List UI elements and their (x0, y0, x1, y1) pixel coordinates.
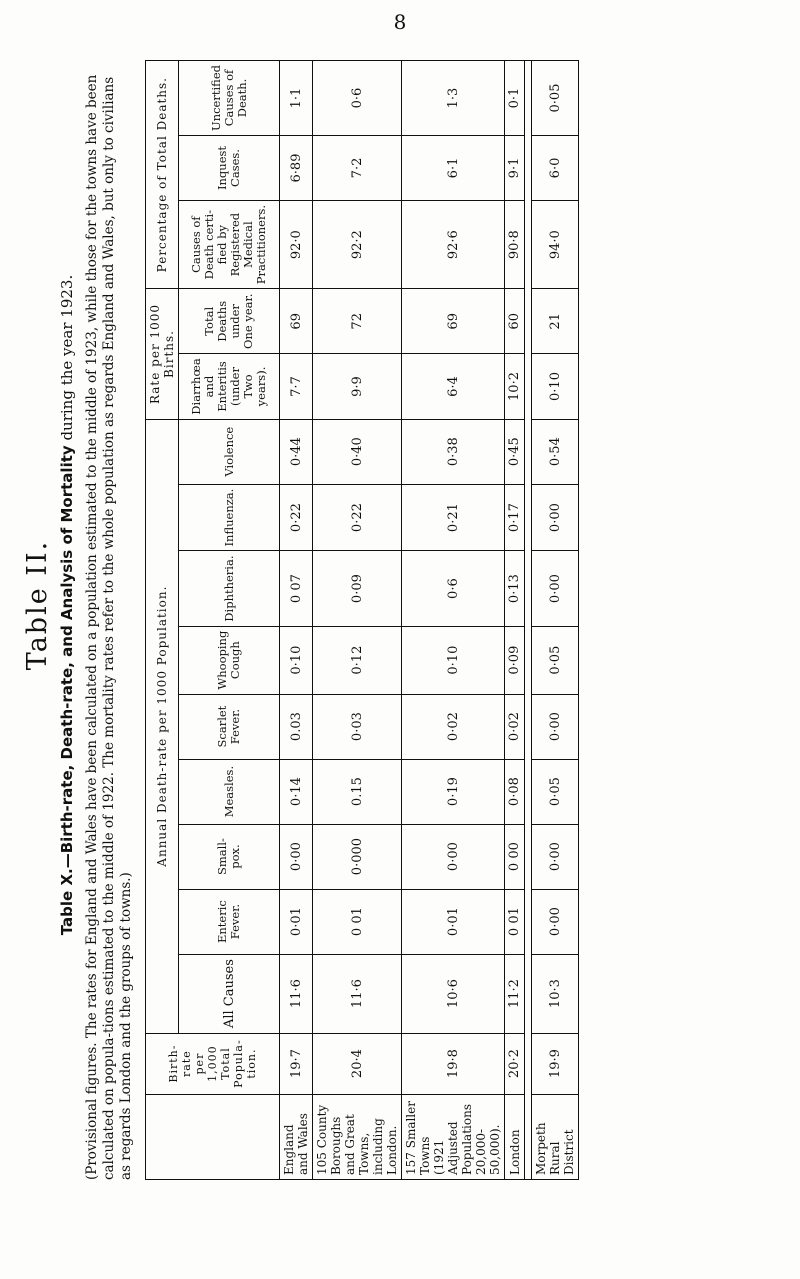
value-cell: 0·54 (532, 419, 579, 484)
value-cell: 0·6 (313, 61, 402, 136)
area-header (146, 1094, 280, 1179)
value-cell: 0·000 (313, 824, 402, 889)
value-cell: 92·2 (313, 200, 402, 288)
value-cell: 0·01 (280, 889, 313, 954)
value-cell: 0·10 (280, 626, 313, 694)
value-cell: 0·00 (532, 484, 579, 551)
value-cell: 69 (280, 289, 313, 354)
value-cell: 92·6 (402, 200, 505, 288)
value-cell: 0·00 (532, 889, 579, 954)
value-cell: 11·6 (313, 954, 402, 1033)
column-header: Influenza. (179, 484, 280, 551)
row-separator (525, 61, 532, 1180)
value-cell: 0·10 (402, 626, 505, 694)
value-cell: 7·7 (280, 354, 313, 419)
value-cell: 60 (505, 289, 525, 354)
value-cell: 0·14 (280, 759, 313, 824)
column-header: Scarlet Fever. (179, 694, 280, 759)
table-row (313, 61, 402, 1180)
table-row (505, 61, 525, 1180)
rotated-page (20, 60, 780, 1220)
value-cell: 0·22 (280, 484, 313, 551)
value-cell: 0·13 (505, 551, 525, 626)
value-cell: 0·22 (313, 484, 402, 551)
value-cell: 0·05 (532, 61, 579, 136)
value-cell: 0·44 (280, 419, 313, 484)
column-header: Enteric Fever. (179, 889, 280, 954)
value-cell: 0 01 (505, 889, 525, 954)
value-cell: 0 07 (280, 551, 313, 626)
value-cell: 6·89 (280, 135, 313, 200)
subtitle-label: Table X.—Birth-rate, Death-rate, and Analysis of Mortality (58, 445, 76, 936)
area-cell: England and Wales (280, 1094, 313, 1179)
column-header: Inquest Cases. (179, 135, 280, 200)
value-cell: 6·1 (402, 135, 505, 200)
value-cell: 7·2 (313, 135, 402, 200)
column-header: Uncertified Causes of Death. (179, 61, 280, 136)
birth-rate-cell: 20·4 (313, 1033, 402, 1094)
value-cell: 0·09 (505, 626, 525, 694)
table-row (532, 61, 579, 1180)
value-cell: 0·01 (402, 889, 505, 954)
value-cell: 0·05 (532, 759, 579, 824)
column-header: Small-pox. (179, 824, 280, 889)
value-cell: 0.03 (280, 694, 313, 759)
value-cell: 0·45 (505, 419, 525, 484)
value-cell: 0·00 (532, 551, 579, 626)
value-cell: 0·17 (505, 484, 525, 551)
value-cell: 0·6 (402, 551, 505, 626)
value-cell: 92·0 (280, 200, 313, 288)
value-cell: 72 (313, 289, 402, 354)
value-cell: 0·02 (505, 694, 525, 759)
value-cell: 0·00 (532, 824, 579, 889)
value-cell: 0.15 (313, 759, 402, 824)
value-cell: 0·00 (280, 824, 313, 889)
value-cell: 94·0 (532, 200, 579, 288)
value-cell: 0·09 (313, 551, 402, 626)
page-title: Table II. (22, 539, 53, 671)
value-cell: 0·38 (402, 419, 505, 484)
table-body (280, 61, 579, 1180)
value-cell: 0·19 (402, 759, 505, 824)
value-cell: 9·1 (505, 135, 525, 200)
value-cell: 6·4 (402, 354, 505, 419)
value-cell: 0·12 (313, 626, 402, 694)
value-cell: 21 (532, 289, 579, 354)
birth-rate-cell: 19·9 (532, 1033, 579, 1094)
value-cell: 6·0 (532, 135, 579, 200)
column-header: Total Deaths under One year. (179, 289, 280, 354)
provisional-note: (Provisional figures. The rates for England and Wales have been calculated on a population estimated to the middle of 1923, while those for the towns have been calculated on popula-tions estimated to the middle of 1922. The mortality rates refer to the whole population as regards England and Wales, but only to civilians as regards London and the groups of towns.) (84, 74, 134, 1180)
percentage-deaths-header: Percentage of Total Deaths. (146, 61, 179, 289)
value-cell: 0·08 (505, 759, 525, 824)
mortality-table (145, 60, 579, 1180)
value-cell: 0·21 (402, 484, 505, 551)
subtitle-rest: during the year 1923. (58, 274, 76, 441)
birth-rate-cell: 19·7 (280, 1033, 313, 1094)
table-row (402, 61, 505, 1180)
value-cell: 90·8 (505, 200, 525, 288)
value-cell: 0·40 (313, 419, 402, 484)
area-cell: 157 Smaller Towns (1921 Adjusted Populations 20,000-50,000). (402, 1094, 505, 1179)
birth-rate-cell: 19·8 (402, 1033, 505, 1094)
value-cell: 10·3 (532, 954, 579, 1033)
table-row (280, 61, 313, 1180)
column-headers (179, 61, 280, 1180)
area-cell: 105 County Boroughs and Great Towns, including London. (313, 1094, 402, 1179)
value-cell: 0·02 (402, 694, 505, 759)
column-header: Violence (179, 419, 280, 484)
column-header: Whooping Cough (179, 626, 280, 694)
column-header: Causes of Death certi-fied by Registered Medical Practitioners. (179, 200, 280, 288)
rate-per-births-header: Rate per 1000 Births. (146, 289, 179, 419)
separator-cell (525, 61, 532, 1180)
column-header: Diarrhœa and Enteritis (under Two years). (179, 354, 280, 419)
value-cell: 0·1 (505, 61, 525, 136)
table-subtitle (56, 60, 78, 1150)
value-cell: 0 00 (505, 824, 525, 889)
value-cell: 0·00 (532, 694, 579, 759)
column-header: Measles. (179, 759, 280, 824)
value-cell: 0·10 (532, 354, 579, 419)
value-cell: 10·6 (402, 954, 505, 1033)
value-cell: 10·2 (505, 354, 525, 419)
value-cell: 9·9 (313, 354, 402, 419)
page-number: 8 (393, 10, 407, 34)
value-cell: 0 01 (313, 889, 402, 954)
annual-death-rate-header: Annual Death-rate per 1000 Population. (146, 419, 179, 1033)
value-cell: 0·03 (313, 694, 402, 759)
value-cell: 11·6 (280, 954, 313, 1033)
value-cell: 69 (402, 289, 505, 354)
value-cell: 1·1 (280, 61, 313, 136)
value-cell: 0·00 (402, 824, 505, 889)
birth-rate-header: Birth-rate per 1,000 Total Popula-tion. (146, 1033, 280, 1094)
area-cell: London (505, 1094, 525, 1179)
birth-rate-cell: 20·2 (505, 1033, 525, 1094)
column-header: All Causes (179, 954, 280, 1033)
column-header: Diphtheria. (179, 551, 280, 626)
value-cell: 11·2 (505, 954, 525, 1033)
value-cell: 0·05 (532, 626, 579, 694)
value-cell: 1·3 (402, 61, 505, 136)
area-cell: Morpeth Rural District (532, 1094, 579, 1179)
